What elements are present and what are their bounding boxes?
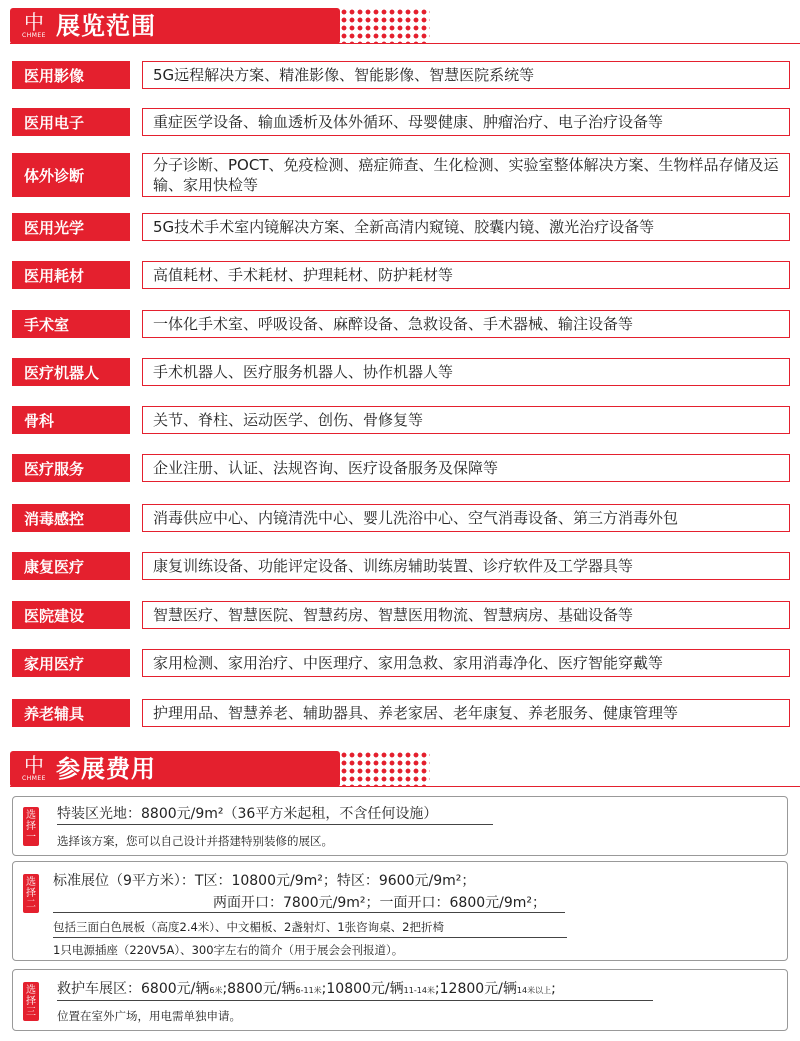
scope-description: 高值耗材、手术耗材、护理耗材、防护耗材等 bbox=[142, 261, 790, 289]
scope-row bbox=[12, 213, 790, 241]
scope-description: 消毒供应中心、内镜清洗中心、婴儿洗浴中心、空气消毒设备、第三方消毒外包 bbox=[142, 504, 790, 532]
fee-option-2 bbox=[12, 861, 788, 961]
dot-pattern-decoration bbox=[340, 751, 430, 787]
fee-prefix: 救护车展区： bbox=[57, 981, 141, 997]
scope-category: 医院建设 bbox=[12, 601, 130, 629]
fee-size: 14米以上 bbox=[516, 986, 552, 995]
fee-price: 6800元/辆 bbox=[141, 981, 210, 997]
section-title: 参展费用 bbox=[56, 755, 156, 783]
header-underline bbox=[10, 43, 800, 44]
scope-row bbox=[12, 61, 790, 89]
scope-category: 养老辅具 bbox=[12, 699, 130, 727]
fee-option-3 bbox=[12, 969, 788, 1031]
scope-category: 医疗机器人 bbox=[12, 358, 130, 386]
underline bbox=[53, 937, 567, 938]
scope-row bbox=[12, 601, 790, 629]
fee-price: ;10800元/辆 bbox=[321, 981, 404, 997]
logo-sub: CHMEE bbox=[22, 32, 46, 39]
scope-description: 智慧医疗、智慧医院、智慧药房、智慧医用物流、智慧病房、基础设备等 bbox=[142, 601, 790, 629]
underline bbox=[53, 912, 565, 913]
scope-section-header bbox=[10, 8, 800, 44]
fee-note: 位置在室外广场，用电需单独申请。 bbox=[57, 1009, 241, 1023]
scope-category: 消毒感控 bbox=[12, 504, 130, 532]
fee-price: ;8800元/辆 bbox=[222, 981, 296, 997]
scope-row bbox=[12, 310, 790, 338]
fee-size: 11-14米 bbox=[403, 986, 435, 995]
scope-category: 康复医疗 bbox=[12, 552, 130, 580]
scope-row bbox=[12, 108, 790, 136]
scope-row bbox=[12, 454, 790, 482]
scope-description: 家用检测、家用治疗、中医理疗、家用急救、家用消毒净化、医疗智能穿戴等 bbox=[142, 649, 790, 677]
scope-description: 分子诊断、POCT、免疫检测、癌症筛查、生化检测、实验室整体解决方案、生物样品存储及运输、家用快检等 bbox=[142, 153, 790, 197]
fee-size: 6米 bbox=[209, 986, 223, 995]
scope-row bbox=[12, 406, 790, 434]
underline bbox=[57, 1000, 653, 1001]
fee-line: 标准展位（9平方米）：T区：10800元/9m²；特区：9600元/9m²； bbox=[53, 873, 476, 889]
option-tag: 选择二 bbox=[23, 874, 39, 913]
option-tag: 选择三 bbox=[23, 982, 39, 1021]
chmee-logo-icon bbox=[14, 11, 54, 41]
section-title: 展览范围 bbox=[56, 12, 156, 40]
fee-size: 6-11米 bbox=[295, 986, 322, 995]
logo-mark: 中 bbox=[24, 10, 44, 34]
fee-line: 两面开口：7800元/9m²；一面开口：6800元/9m²； bbox=[213, 895, 547, 911]
scope-row bbox=[12, 649, 790, 677]
scope-row bbox=[12, 699, 790, 727]
scope-row bbox=[12, 504, 790, 532]
fee-end: ; bbox=[551, 981, 556, 997]
scope-category: 医疗服务 bbox=[12, 454, 130, 482]
fee-note: 选择该方案，您可以自己设计并搭建特别装修的展区。 bbox=[57, 834, 333, 848]
scope-description: 护理用品、智慧养老、辅助器具、养老家居、老年康复、养老服务、健康管理等 bbox=[142, 699, 790, 727]
scope-category: 骨科 bbox=[12, 406, 130, 434]
logo-mark: 中 bbox=[24, 753, 44, 777]
header-underline bbox=[10, 786, 800, 787]
scope-row bbox=[12, 261, 790, 289]
scope-description: 5G技术手术室内镜解决方案、全新高清内窥镜、胶囊内镜、激光治疗设备等 bbox=[142, 213, 790, 241]
scope-description: 5G远程解决方案、精准影像、智能影像、智慧医院系统等 bbox=[142, 61, 790, 89]
scope-description: 企业注册、认证、法规咨询、医疗设备服务及保障等 bbox=[142, 454, 790, 482]
scope-category: 医用耗材 bbox=[12, 261, 130, 289]
logo-sub: CHMEE bbox=[22, 775, 46, 782]
scope-category: 家用医疗 bbox=[12, 649, 130, 677]
underline bbox=[57, 824, 493, 825]
fee-line bbox=[57, 978, 556, 998]
dot-pattern-decoration bbox=[340, 8, 430, 44]
scope-row bbox=[12, 153, 790, 197]
scope-category: 医用电子 bbox=[12, 108, 130, 136]
fee-option-1 bbox=[12, 796, 788, 856]
scope-category: 体外诊断 bbox=[12, 153, 130, 197]
scope-row bbox=[12, 552, 790, 580]
scope-category: 医用影像 bbox=[12, 61, 130, 89]
scope-description: 一体化手术室、呼吸设备、麻醉设备、急救设备、手术器械、输注设备等 bbox=[142, 310, 790, 338]
scope-category: 医用光学 bbox=[12, 213, 130, 241]
scope-description: 康复训练设备、功能评定设备、训练房辅助装置、诊疗软件及工学器具等 bbox=[142, 552, 790, 580]
option-tag: 选择一 bbox=[23, 807, 39, 846]
scope-category: 手术室 bbox=[12, 310, 130, 338]
scope-description: 手术机器人、医疗服务机器人、协作机器人等 bbox=[142, 358, 790, 386]
fee-price: ;12800元/辆 bbox=[434, 981, 517, 997]
fee-note: 包括三面白色展板（高度2.4米）、中文楣板、2盏射灯、1张咨询桌、2把折椅 bbox=[53, 920, 444, 934]
fees-section-header bbox=[10, 751, 800, 787]
scope-description: 关节、脊柱、运动医学、创伤、骨修复等 bbox=[142, 406, 790, 434]
fee-note: 1只电源插座（220V5A）、300字左右的简介（用于展会会刊报道）。 bbox=[53, 943, 404, 957]
fee-line: 特装区光地：8800元/9m²（36平方米起租，不含任何设施） bbox=[57, 806, 438, 822]
chmee-logo-icon bbox=[14, 754, 54, 784]
scope-description: 重症医学设备、输血透析及体外循环、母婴健康、肿瘤治疗、电子治疗设备等 bbox=[142, 108, 790, 136]
scope-row bbox=[12, 358, 790, 386]
